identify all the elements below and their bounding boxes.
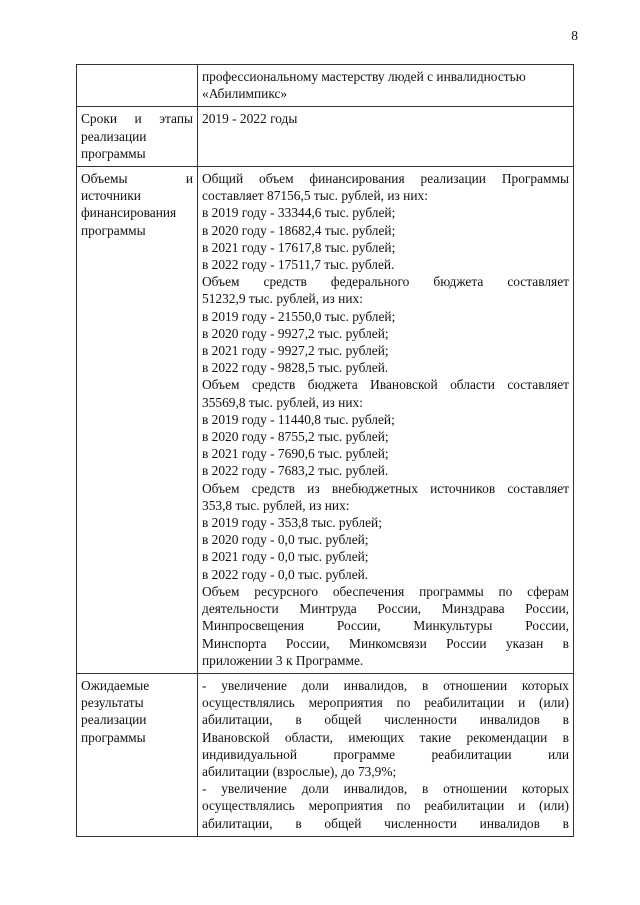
row-label-line: источники	[81, 188, 141, 204]
page-number: 8	[571, 28, 578, 43]
row-content-line: в 2019 году - 11440,8 тыс. рублей;	[202, 411, 395, 427]
row-content-line: осуществлялись мероприятия по реабилитации и (или)	[202, 798, 569, 814]
row-label-line: Объемы и	[81, 171, 193, 187]
row-label-line: результаты	[81, 695, 144, 711]
row-label-line: программы	[81, 729, 146, 745]
row-label-line: Сроки и этапы	[81, 111, 193, 127]
row-content-line: индивидуальной программе реабилитации или	[202, 746, 569, 762]
row-content-line: Минспорта России, Минкомсвязи России указан в	[202, 635, 569, 651]
row-content-line: абилитации, в общей численности инвалидов в	[202, 815, 569, 831]
row-content-line: Объем средств бюджета Ивановской области составляет	[202, 377, 569, 393]
row-content-line: деятельности Минтруда России, Минздрава России,	[202, 601, 569, 617]
row-content-line: 51232,9 тыс. рублей, из них:	[202, 291, 363, 307]
row-label-line: программы	[81, 145, 146, 161]
row-content-line: «Абилимпикс»	[202, 86, 288, 102]
program-passport-table	[76, 64, 574, 837]
row-label-line: реализации	[81, 128, 147, 144]
row-content-line: в 2020 году - 9927,2 тыс. рублей;	[202, 325, 389, 341]
row-content-line: в 2020 году - 18682,4 тыс. рублей;	[202, 222, 396, 238]
row-label-line: финансирования	[81, 205, 177, 221]
row-content-line: абилитации, в общей численности инвалидов в	[202, 712, 569, 728]
row-content-line: - увеличение доли инвалидов, в отношении которых	[202, 781, 569, 797]
row-content-cell	[198, 65, 574, 107]
table-row	[77, 673, 574, 836]
row-content-line: приложении 3 к Программе.	[202, 652, 364, 668]
row-content-line: Общий объем финансирования реализации Программы	[202, 171, 569, 187]
row-content-line: Ивановской области, имеющих такие рекомендации в	[202, 729, 569, 745]
row-content-line: Объем средств федерального бюджета составляет	[202, 274, 569, 290]
row-content-line: в 2022 году - 17511,7 тыс. рублей.	[202, 257, 395, 273]
row-label-cell	[77, 107, 198, 167]
table-row	[77, 167, 574, 674]
row-content-line: в 2022 году - 0,0 тыс. рублей.	[202, 566, 369, 582]
row-content-line: профессиональному мастерству людей с инвалидностью	[202, 69, 526, 84]
row-content-line: составляет 87156,5 тыс. рублей, из них:	[202, 188, 428, 204]
row-content-line: в 2021 году - 17617,8 тыс. рублей;	[202, 239, 396, 255]
row-label-cell	[77, 65, 198, 107]
row-content-line: в 2021 году - 0,0 тыс. рублей;	[202, 549, 369, 565]
row-content-cell	[198, 167, 574, 674]
row-label-line: реализации	[81, 712, 147, 728]
row-content-line: в 2019 году - 21550,0 тыс. рублей;	[202, 308, 396, 324]
table-body	[77, 65, 574, 837]
row-content-line: в 2019 году - 353,8 тыс. рублей;	[202, 515, 382, 531]
row-content-line: осуществлялись мероприятия по реабилитации и (или)	[202, 695, 569, 711]
row-content-line: в 2020 году - 8755,2 тыс. рублей;	[202, 429, 389, 445]
row-content-line: 353,8 тыс. рублей, из них:	[202, 497, 350, 513]
table-row	[77, 107, 574, 167]
row-label-line: программы	[81, 222, 146, 238]
row-content-line: 2019 - 2022 годы	[202, 111, 298, 127]
row-label-line: Ожидаемые	[81, 677, 150, 693]
row-content-line: Объем ресурсного обеспечения программы по сферам	[202, 583, 569, 599]
row-label-cell	[77, 673, 198, 836]
row-content-line: в 2021 году - 7690,6 тыс. рублей;	[202, 446, 389, 462]
table-row	[77, 65, 574, 107]
row-content-line: в 2022 году - 7683,2 тыс. рублей.	[202, 463, 389, 479]
row-content-line: абилитации (взрослые), до 73,9%;	[202, 763, 397, 779]
row-content-line: Объем средств из внебюджетных источников составляет	[202, 480, 569, 496]
row-content-line: - увеличение доли инвалидов, в отношении которых	[202, 677, 569, 693]
row-content-line: 35569,8 тыс. рублей, из них:	[202, 394, 363, 410]
row-content-line: в 2021 году - 9927,2 тыс. рублей;	[202, 343, 389, 359]
row-content-line: в 2020 году - 0,0 тыс. рублей;	[202, 532, 369, 548]
row-content-line: в 2022 году - 9828,5 тыс. рублей.	[202, 360, 389, 376]
row-content-cell	[198, 107, 574, 167]
row-content-cell	[198, 673, 574, 836]
row-label-cell	[77, 167, 198, 674]
row-content-line: в 2019 году - 33344,6 тыс. рублей;	[202, 205, 396, 221]
row-content-line: Минпросвещения России, Минкультуры России,	[202, 618, 569, 634]
